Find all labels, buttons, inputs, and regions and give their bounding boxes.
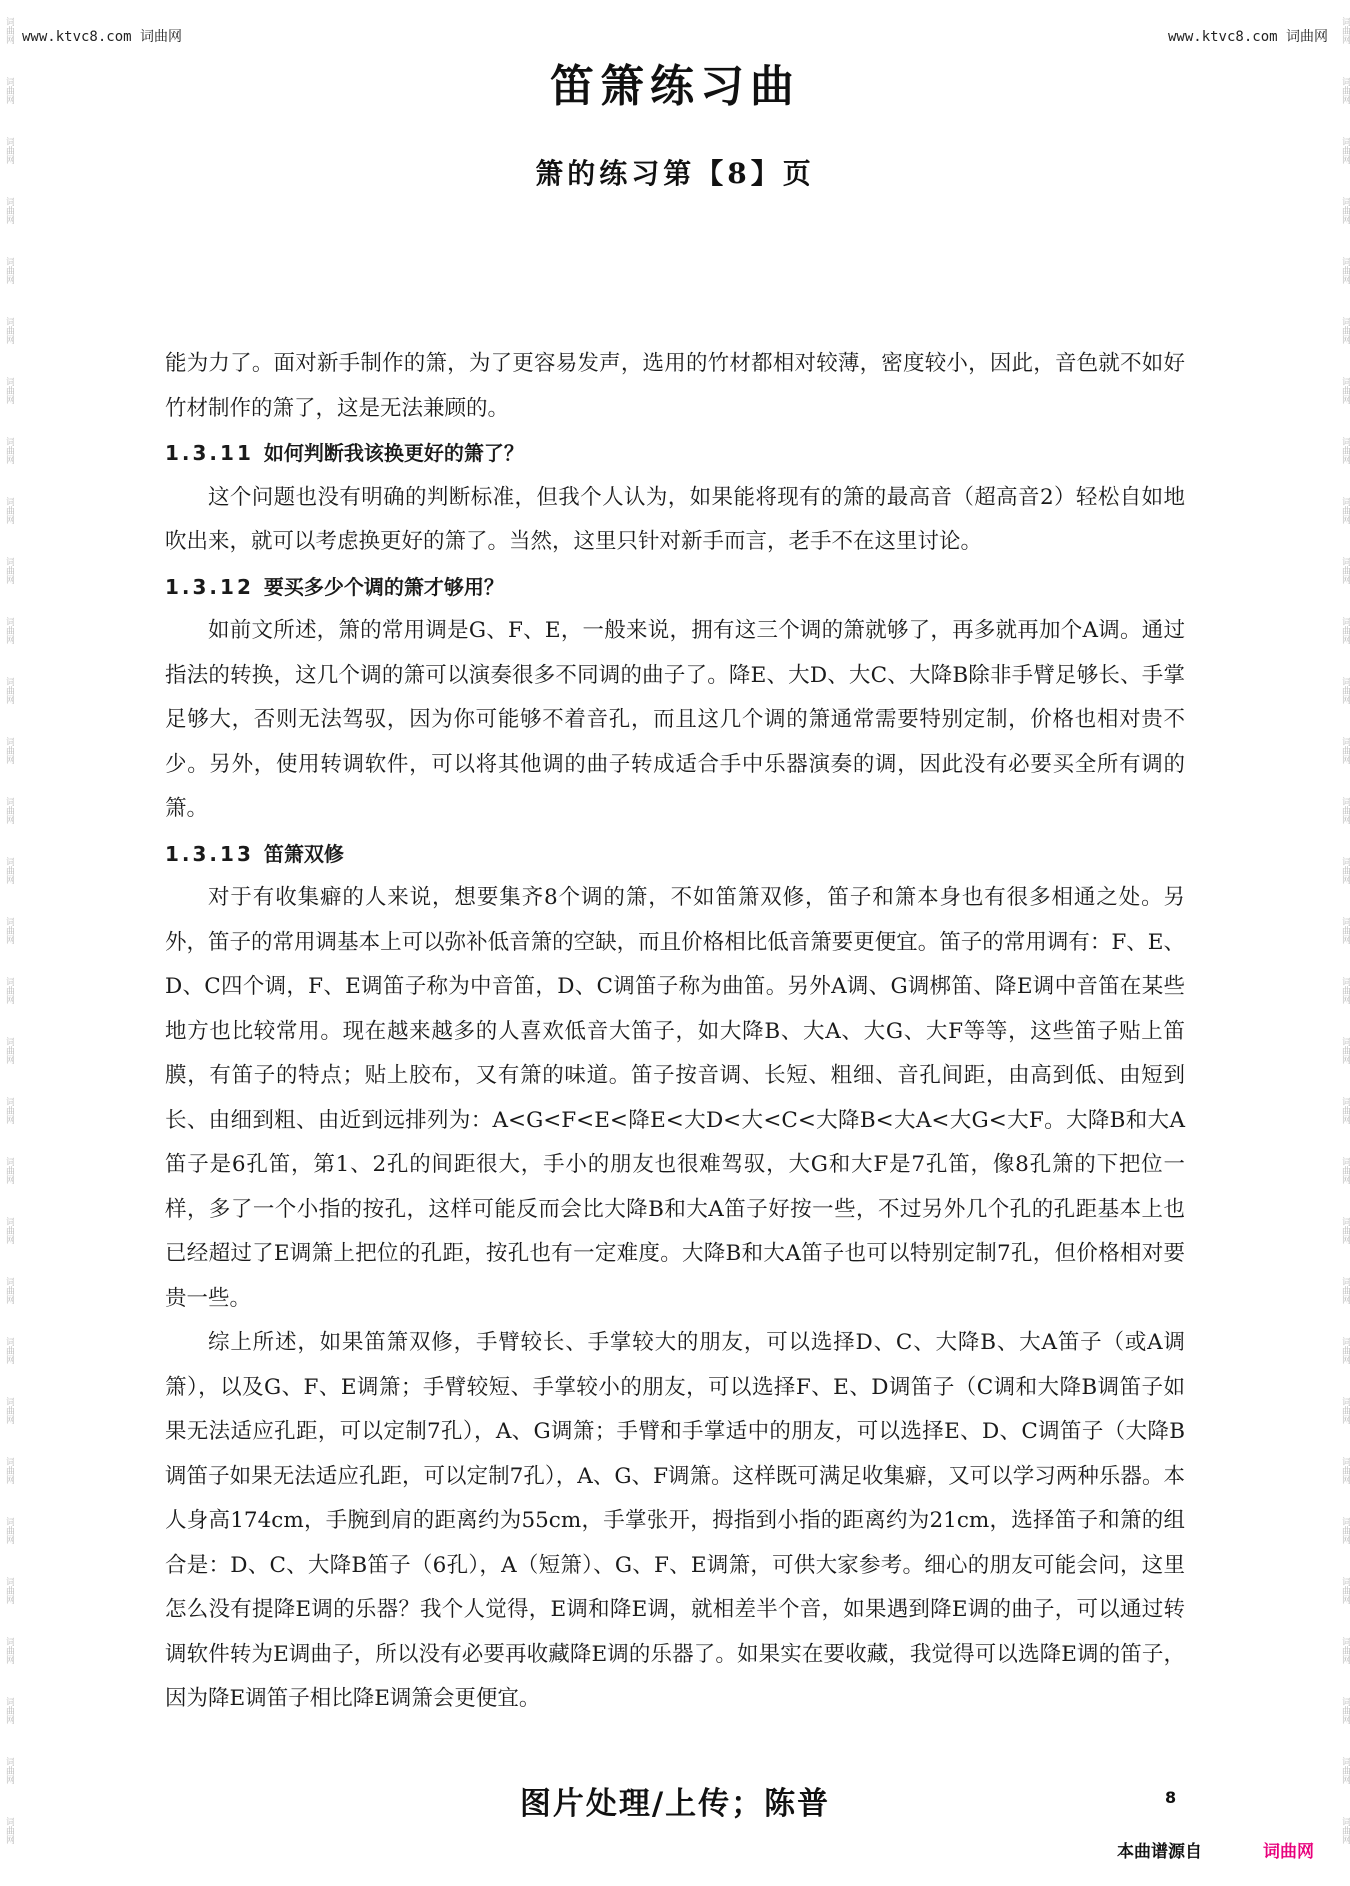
- watermark-mark: 词曲网: [4, 856, 14, 884]
- source-brand-link[interactable]: 词曲网: [1263, 1842, 1314, 1862]
- watermark-mark: 词曲网: [1340, 916, 1350, 944]
- watermark-mark: 词曲网: [1340, 1216, 1350, 1244]
- section-heading-1-3-13: [165, 832, 1185, 877]
- watermark-mark: 词曲网: [4, 556, 14, 584]
- right-watermark-strip: [1336, 0, 1350, 1886]
- section-title: 如何判断我该换更好的箫了？: [263, 441, 524, 465]
- watermark-mark: 词曲网: [1340, 76, 1350, 104]
- watermark-mark: 词曲网: [4, 1216, 14, 1244]
- watermark-mark: 词曲网: [1340, 1636, 1350, 1664]
- watermark-mark: 词曲网: [1340, 496, 1350, 524]
- watermark-mark: 词曲网: [4, 676, 14, 704]
- watermark-mark: 词曲网: [4, 1276, 14, 1304]
- section-number: 1.3.12: [165, 574, 254, 599]
- watermark-mark: 词曲网: [4, 736, 14, 764]
- section-heading-1-3-11: [165, 431, 1185, 476]
- page-subtitle: 箫的练习第【8】页: [535, 157, 815, 190]
- watermark-mark: 词曲网: [1340, 1816, 1350, 1844]
- upload-credit: 图片处理/上传；陈普: [519, 1786, 831, 1822]
- watermark-mark: 词曲网: [4, 136, 14, 164]
- watermark-mark: 词曲网: [4, 16, 14, 44]
- watermark-mark: 词曲网: [1340, 1456, 1350, 1484]
- watermark-mark: 词曲网: [4, 976, 14, 1004]
- watermark-mark: 词曲网: [1340, 976, 1350, 1004]
- watermark-mark: 词曲网: [1340, 556, 1350, 584]
- section-number: 1.3.11: [165, 441, 254, 465]
- watermark-mark: 词曲网: [1340, 796, 1350, 824]
- watermark-mark: 词曲网: [4, 1396, 14, 1424]
- page-title: 笛箫练习曲: [550, 61, 800, 112]
- watermark-mark: 词曲网: [4, 1096, 14, 1124]
- watermark-mark: 词曲网: [4, 1336, 14, 1364]
- watermark-mark: 词曲网: [1340, 1576, 1350, 1604]
- section-title: 要买多少个调的箫才够用？: [263, 574, 504, 599]
- watermark-mark: 词曲网: [4, 1036, 14, 1064]
- watermark-mark: 词曲网: [4, 436, 14, 464]
- watermark-mark: 词曲网: [1340, 1696, 1350, 1724]
- watermark-mark: 词曲网: [4, 376, 14, 404]
- watermark-mark: 词曲网: [4, 256, 14, 284]
- watermark-mark: 词曲网: [1340, 1276, 1350, 1304]
- watermark-mark: 词曲网: [4, 1516, 14, 1544]
- watermark-mark: 词曲网: [1340, 736, 1350, 764]
- watermark-mark: 词曲网: [1340, 256, 1350, 284]
- watermark-mark: 词曲网: [4, 1156, 14, 1184]
- left-watermark-strip: [0, 0, 14, 1886]
- watermark-mark: 词曲网: [1340, 856, 1350, 884]
- section-heading-1-3-12: [165, 565, 1185, 610]
- section-number: 1.3.13: [165, 841, 254, 866]
- watermark-mark: 词曲网: [1340, 136, 1350, 164]
- watermark-mark: 词曲网: [4, 1456, 14, 1484]
- watermark-mark: 词曲网: [1340, 1096, 1350, 1124]
- article-body: [165, 342, 1185, 1722]
- watermark-mark: 词曲网: [1340, 616, 1350, 644]
- section-paragraph: 这个问题也没有明确的判断标准，但我个人认为，如果能将现有的箫的最高音（超高音2）轻松自如地吹出来，就可以考虑换更好的箫了。当然，这里只针对新手而言，老手不在这里讨论。: [165, 484, 1185, 554]
- watermark-mark: 词曲网: [4, 496, 14, 524]
- watermark-mark: 词曲网: [4, 1636, 14, 1664]
- watermark-mark: 词曲网: [1340, 1516, 1350, 1544]
- header-url-left[interactable]: www.ktvc8.com 词曲网: [22, 29, 183, 45]
- watermark-mark: 词曲网: [4, 316, 14, 344]
- watermark-mark: 词曲网: [1340, 196, 1350, 224]
- watermark-mark: 词曲网: [1340, 1756, 1350, 1784]
- watermark-mark: 词曲网: [1340, 16, 1350, 44]
- watermark-mark: 词曲网: [1340, 1156, 1350, 1184]
- section-paragraph: 对于有收集癖的人来说，想要集齐8个调的箫，不如笛箫双修，笛子和箫本身也有很多相通之处。另外，笛子的常用调基本上可以弥补低音箫的空缺，而且价格相比低音箫要更便宜。笛子的常用调有：F、E、D、C四个调，F、E调笛子称为中音笛，D、C调笛子称为曲笛。另外A调、G调梆笛、降E调中音笛在某些地方也比较常用。现在越来越多的人喜欢低音大笛子，如大降B、大A、大G、大F等等，这些笛子贴上笛膜，有笛子的特点；贴上胶布，又有箫的味道。笛子按音调、长短、粗细、音孔间距，由高到低、由短到长、由细到粗、由近到远排列为：A<G<F<E<降E<大D<大<C<大降B<大A<大G<大F。大降B和大A笛子是6孔笛，第1、2孔的间距很大，手小的朋友也很难驾驭，大G和大F是7孔笛，像8孔箫的下把位一样，多了一个小指的按孔，这样可能反而会比大降B和大A笛子好按一些，不过另外几个孔的孔距基本上也已经超过了E调箫上把位的孔距，按孔也有一定难度。大降B和大A笛子也可以特别定制7孔，但价格相对要贵一些。: [165, 885, 1185, 1311]
- watermark-mark: 词曲网: [4, 1576, 14, 1604]
- watermark-mark: 词曲网: [4, 796, 14, 824]
- watermark-mark: 词曲网: [4, 1816, 14, 1844]
- watermark-mark: 词曲网: [4, 196, 14, 224]
- watermark-mark: 词曲网: [1340, 1396, 1350, 1424]
- watermark-mark: 词曲网: [4, 916, 14, 944]
- watermark-mark: 词曲网: [1340, 1036, 1350, 1064]
- source-label: 本曲谱源自: [1117, 1842, 1202, 1862]
- section-title: 笛箫双修: [263, 841, 344, 866]
- watermark-mark: 词曲网: [1340, 676, 1350, 704]
- section-paragraph: 如前文所述，箫的常用调是G、F、E，一般来说，拥有这三个调的箫就够了，再多就再加个A调。通过指法的转换，这几个调的箫可以演奏很多不同调的曲子了。降E、大D、大C、大降B除非手臂足够长、手掌足够大，否则无法驾驭，因为你可能够不着音孔，而且这几个调的箫通常需要特别定制，价格也相对贵不少。另外，使用转调软件，可以将其他调的曲子转成适合手中乐器演奏的调，因此没有必要买全所有调的箫。: [165, 618, 1185, 821]
- watermark-mark: 词曲网: [1340, 376, 1350, 404]
- watermark-mark: 词曲网: [4, 616, 14, 644]
- watermark-mark: 词曲网: [4, 1756, 14, 1784]
- watermark-mark: 词曲网: [4, 1696, 14, 1724]
- section-paragraph: 综上所述，如果笛箫双修，手臂较长、手掌较大的朋友，可以选择D、C、大降B、大A笛子（或A调箫），以及G、F、E调箫；手臂较短、手掌较小的朋友，可以选择F、E、D调笛子（C调和大降B调笛子如果无法适应孔距，可以定制7孔），A、G调箫；手臂和手掌适中的朋友，可以选择E、D、C调笛子（大降B调笛子如果无法适应孔距，可以定制7孔），A、G、F调箫。这样既可满足收集癖，又可以学习两种乐器。本人身高174cm，手腕到肩的距离约为55cm，手掌张开，拇指到小指的距离约为21cm，选择笛子和箫的组合是：D、C、大降B笛子（6孔），A（短箫）、G、F、E调箫，可供大家参考。细心的朋友可能会问，这里怎么没有提降E调的乐器？我个人觉得，E调和降E调，就相差半个音，如果遇到降E调的曲子，可以通过转调软件转为E调曲子，所以没有必要再收藏降E调的乐器了。如果实在要收藏，我觉得可以选降E调的笛子，因为降E调笛子相比降E调箫会更便宜。: [165, 1330, 1185, 1711]
- intro-paragraph: 能为力了。面对新手制作的箫，为了更容易发声，选用的竹材都相对较薄，密度较小，因此，音色就不如好竹材制作的箫了，这是无法兼顾的。: [165, 351, 1185, 421]
- watermark-mark: 词曲网: [1340, 1336, 1350, 1364]
- watermark-mark: 词曲网: [1340, 436, 1350, 464]
- page-number: 8: [1165, 1788, 1177, 1807]
- header-url-right[interactable]: www.ktvc8.com 词曲网: [1167, 29, 1328, 45]
- watermark-mark: 词曲网: [1340, 316, 1350, 344]
- watermark-mark: 词曲网: [4, 76, 14, 104]
